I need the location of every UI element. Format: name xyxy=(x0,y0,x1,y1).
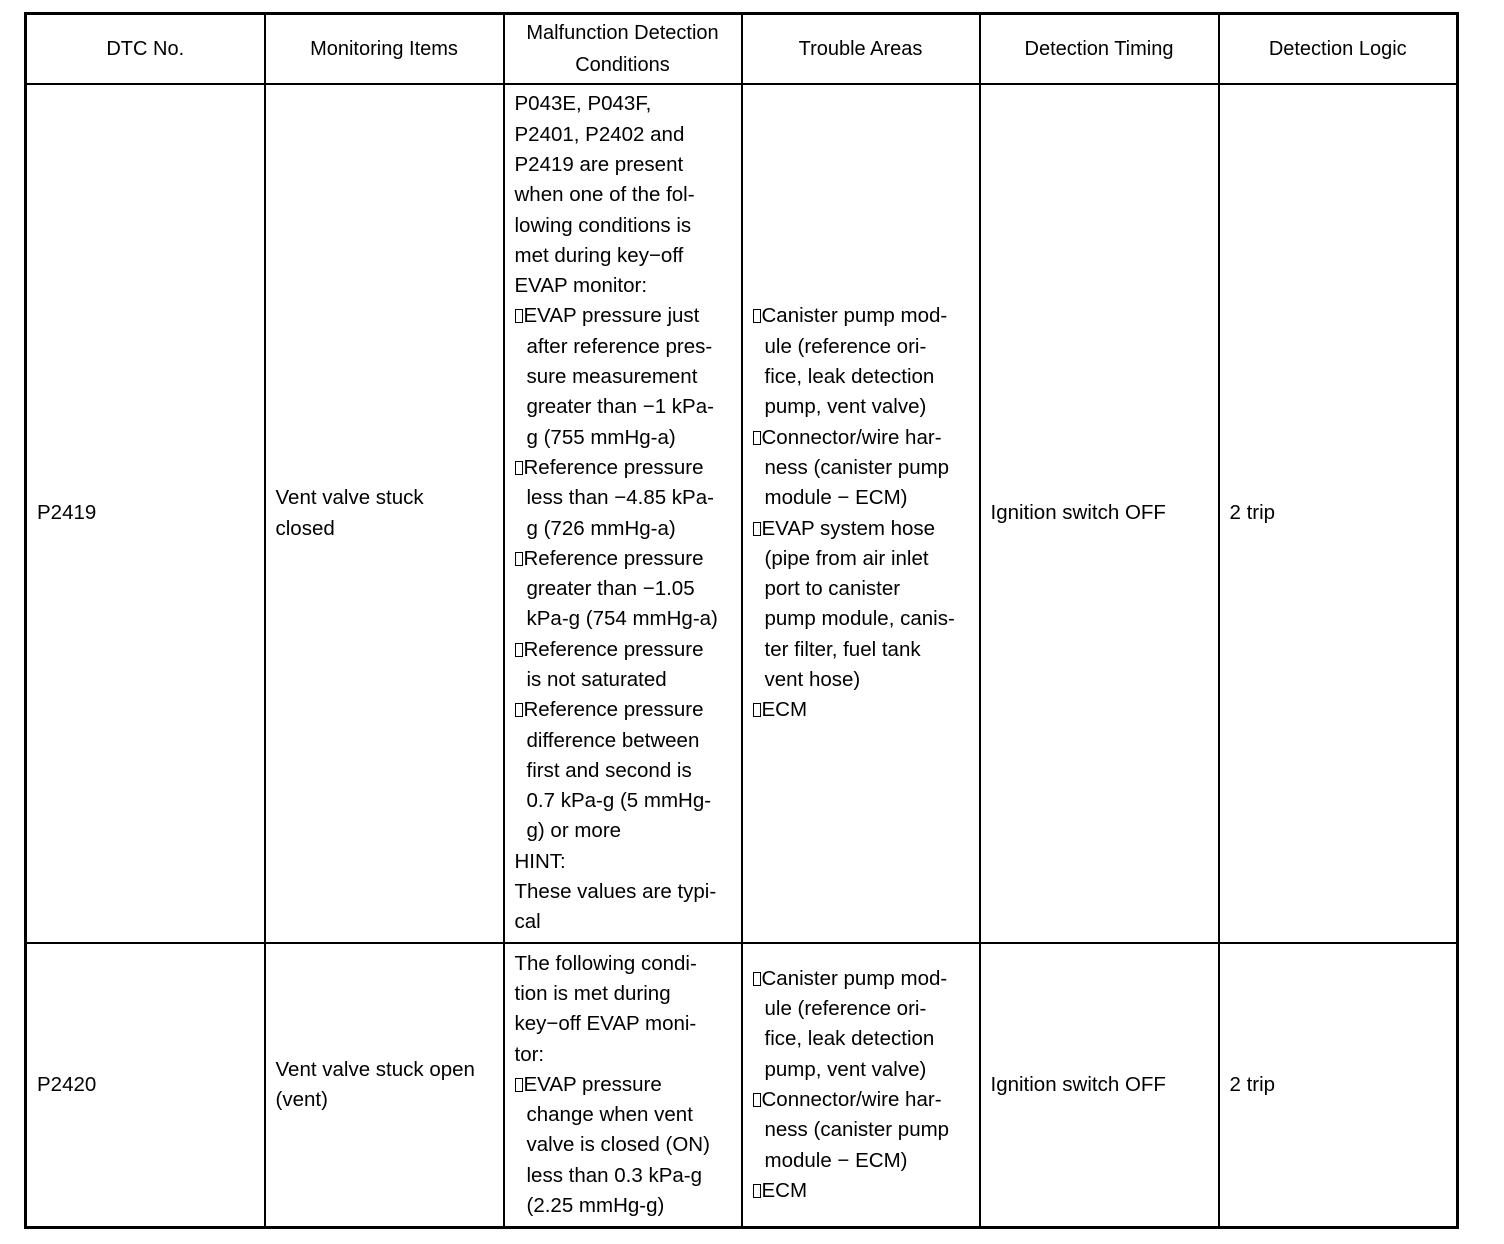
condition-item xyxy=(515,1070,733,1221)
bullet-line: (pipe from air inlet xyxy=(764,546,929,570)
condition-item xyxy=(515,695,733,846)
bullet-line: first and second is xyxy=(526,758,692,782)
checkbox-bullet-icon xyxy=(515,461,523,475)
checkbox-bullet-icon xyxy=(515,552,523,566)
trouble-area-item xyxy=(753,964,971,1085)
header-malfunction-line-2: Conditions xyxy=(575,54,670,76)
bullet-line: fice, leak detection xyxy=(764,365,935,389)
bullet-line: ness (canister pump xyxy=(764,1118,950,1142)
table-row xyxy=(26,84,1458,943)
hint-label: HINT: xyxy=(514,849,566,873)
bullet-line: Reference pressure xyxy=(515,544,733,574)
monitoring-line: (vent) xyxy=(275,1088,328,1111)
bullet-line: ter filter, fuel tank xyxy=(764,637,921,661)
monitoring-line: Vent valve stuck open xyxy=(275,1057,475,1081)
bullet-line: ECM xyxy=(753,695,971,725)
header-malfunction-detection-conditions xyxy=(504,14,742,85)
condition-item xyxy=(515,544,733,635)
checkbox-bullet-icon xyxy=(753,522,761,536)
bullet-line: g (726 mmHg-a) xyxy=(526,516,676,540)
bullet-line: after reference pres- xyxy=(526,334,713,358)
dtc-table xyxy=(24,12,1459,1229)
checkbox-bullet-icon xyxy=(753,1093,761,1107)
checkbox-bullet-icon xyxy=(753,703,761,717)
table-row xyxy=(26,943,1458,1228)
conditions-cell xyxy=(504,943,742,1228)
bullet-line: pump module, canis- xyxy=(764,607,955,631)
condition-item xyxy=(515,635,733,696)
bullet-line: greater than −1.05 xyxy=(526,577,695,601)
bullet-line: is not saturated xyxy=(526,667,667,691)
bullet-line: difference between xyxy=(526,728,700,752)
detection-logic-cell: 2 trip xyxy=(1219,84,1458,943)
monitoring-line: Vent valve stuck xyxy=(275,486,424,510)
detection-timing-cell: Ignition switch OFF xyxy=(980,84,1219,943)
bullet-line: valve is closed (ON) xyxy=(526,1133,710,1157)
trouble-area-item xyxy=(753,423,971,514)
bullet-line: pump, vent valve) xyxy=(764,1057,927,1081)
header-trouble-areas: Trouble Areas xyxy=(742,14,980,85)
detection-logic-cell: 2 trip xyxy=(1219,943,1458,1228)
bullet-line: Connector/wire har- xyxy=(753,1085,971,1115)
bullet-line: Reference pressure xyxy=(515,695,733,725)
monitoring-cell xyxy=(265,943,504,1228)
dtc-cell: P2420 xyxy=(26,943,265,1228)
condition-intro-line: tor: xyxy=(514,1042,545,1066)
checkbox-bullet-icon xyxy=(753,431,761,445)
monitoring-line: closed xyxy=(275,516,335,540)
hint-line: cal xyxy=(514,910,541,934)
condition-intro-line: key−off EVAP moni- xyxy=(514,1012,697,1036)
trouble-areas-cell xyxy=(742,943,980,1228)
bullet-line: fice, leak detection xyxy=(764,1027,935,1051)
condition-intro-line: lowing conditions is xyxy=(514,213,692,237)
checkbox-bullet-icon xyxy=(515,703,523,717)
condition-intro-line: P2401, P2402 and xyxy=(514,122,685,146)
condition-intro-line: tion is met during xyxy=(514,981,671,1005)
bullet-line: (2.25 mmHg-g) xyxy=(526,1194,665,1218)
checkbox-bullet-icon xyxy=(515,643,523,657)
bullet-line: ule (reference ori- xyxy=(764,997,927,1021)
bullet-line: EVAP pressure just xyxy=(515,301,733,331)
condition-intro-line: met during key−off xyxy=(514,243,684,267)
bullet-line: ECM xyxy=(753,1176,971,1206)
bullet-line: change when vent xyxy=(526,1103,693,1127)
trouble-area-item xyxy=(753,301,971,422)
trouble-area-item xyxy=(753,1176,971,1206)
condition-item xyxy=(515,301,733,452)
bullet-line: EVAP system hose xyxy=(753,514,971,544)
checkbox-bullet-icon xyxy=(753,1184,761,1198)
header-dtc-no: DTC No. xyxy=(26,14,265,85)
bullet-line: less than 0.3 kPa-g xyxy=(526,1163,702,1187)
header-row xyxy=(26,14,1458,85)
header-detection-logic: Detection Logic xyxy=(1219,14,1458,85)
hint-line: These values are typi- xyxy=(514,880,717,904)
header-monitoring-items: Monitoring Items xyxy=(265,14,504,85)
condition-intro-line: P043E, P043F, xyxy=(514,92,652,116)
checkbox-bullet-icon xyxy=(515,309,523,323)
header-detection-timing: Detection Timing xyxy=(980,14,1219,85)
bullet-line: ness (canister pump xyxy=(764,455,950,479)
bullet-line: vent hose) xyxy=(764,667,861,691)
bullet-line: Canister pump mod- xyxy=(753,964,971,994)
bullet-line: port to canister xyxy=(764,577,901,601)
monitoring-cell xyxy=(265,84,504,943)
bullet-line: Connector/wire har- xyxy=(753,423,971,453)
bullet-line: sure measurement xyxy=(526,365,698,389)
condition-intro-line: EVAP monitor: xyxy=(514,274,648,298)
bullet-line: g) or more xyxy=(526,819,622,843)
bullet-line: greater than −1 kPa- xyxy=(526,395,714,419)
checkbox-bullet-icon xyxy=(753,972,761,986)
bullet-line: Reference pressure xyxy=(515,453,733,483)
bullet-line: Reference pressure xyxy=(515,635,733,665)
condition-item xyxy=(515,453,733,544)
bullet-line: module − ECM) xyxy=(764,1148,908,1172)
trouble-area-item xyxy=(753,695,971,725)
trouble-areas-cell xyxy=(742,84,980,943)
header-malfunction-line-1: Malfunction Detection xyxy=(526,22,719,44)
checkbox-bullet-icon xyxy=(753,309,761,323)
condition-intro-line: The following condi- xyxy=(514,951,697,975)
condition-intro-line: when one of the fol- xyxy=(514,183,695,207)
trouble-area-item xyxy=(753,514,971,696)
dtc-cell: P2419 xyxy=(26,84,265,943)
bullet-line: kPa-g (754 mmHg-a) xyxy=(526,607,718,631)
bullet-line: pump, vent valve) xyxy=(764,395,927,419)
conditions-cell xyxy=(504,84,742,943)
bullet-line: 0.7 kPa-g (5 mmHg- xyxy=(526,789,712,813)
bullet-line: EVAP pressure xyxy=(515,1070,733,1100)
bullet-line: Canister pump mod- xyxy=(753,301,971,331)
bullet-line: less than −4.85 kPa- xyxy=(526,486,714,510)
bullet-line: module − ECM) xyxy=(764,486,908,510)
checkbox-bullet-icon xyxy=(515,1078,523,1092)
trouble-area-item xyxy=(753,1085,971,1176)
bullet-line: ule (reference ori- xyxy=(764,334,927,358)
bullet-line: g (755 mmHg-a) xyxy=(526,425,676,449)
condition-intro-line: P2419 are present xyxy=(514,152,684,176)
detection-timing-cell: Ignition switch OFF xyxy=(980,943,1219,1228)
